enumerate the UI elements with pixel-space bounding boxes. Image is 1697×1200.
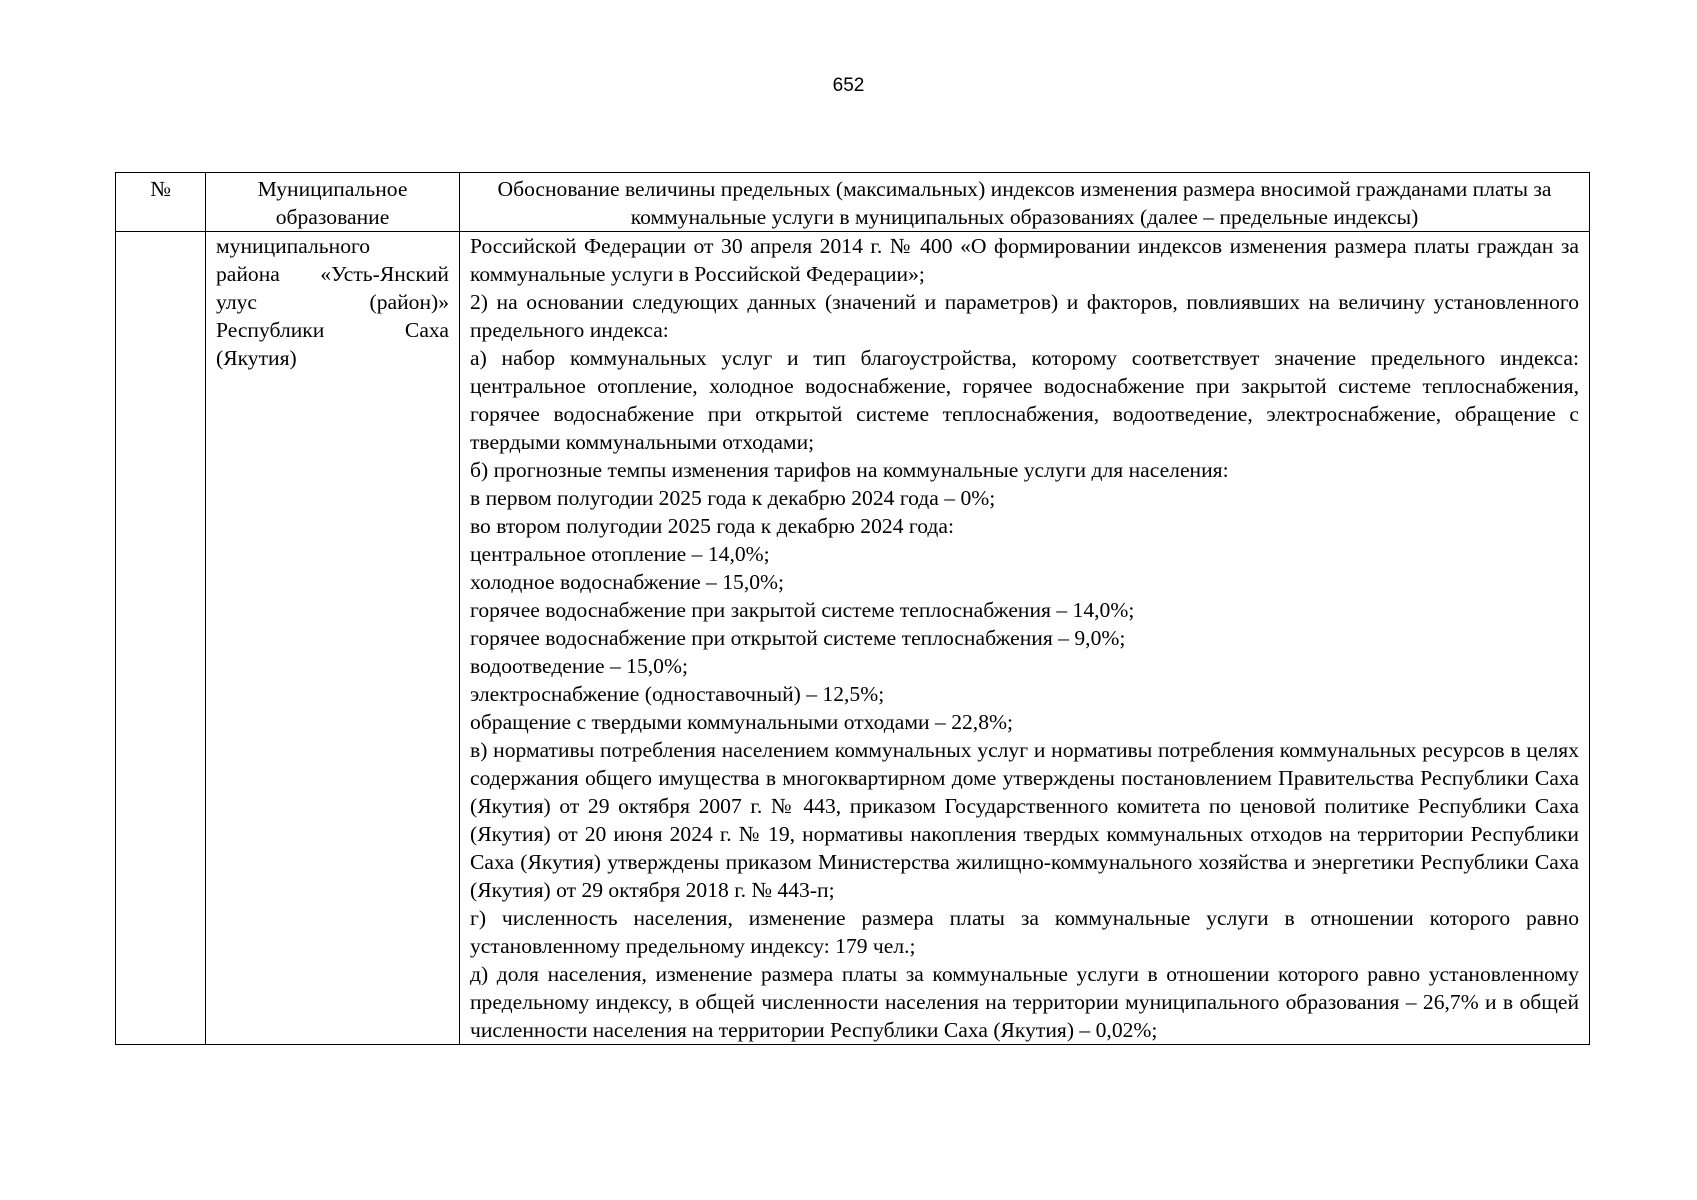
- rate-solid-waste: обращение с твердыми коммунальными отходами – 22,8%;: [470, 710, 1013, 734]
- rate-sewerage: водоотведение – 15,0%;: [470, 654, 688, 678]
- rate-cold-water: холодное водоснабжение – 15,0%;: [470, 570, 785, 594]
- municipality-line: района «Усть-Янский: [216, 262, 449, 286]
- rate-hot-water-closed: горячее водоснабжение при закрытой системе теплоснабжения – 14,0%;: [470, 598, 1135, 622]
- rate-electricity: электроснабжение (одноставочный) – 12,5%;: [470, 682, 885, 706]
- municipality-line: (Якутия): [216, 346, 297, 370]
- table-row: [116, 232, 1590, 1045]
- header-justification: Обоснование величины предельных (максимальных) индексов изменения размера вносимой гражданами платы за коммунальные услуги в муниципальных образованиях (далее – предельные индексы): [460, 173, 1590, 232]
- paragraph-federal-reference: Российской Федерации от 30 апреля 2014 г. № 400 «О формировании индексов изменения размера платы граждан за коммунальные услуги в Российской Федерации»;: [470, 234, 1579, 286]
- paragraph-item-v: в) нормативы потребления населением коммунальных услуг и нормативы потребления коммунальных ресурсов в целях содержания общего имущества в многоквартирном доме утверждены постановлением Правительства Республики Саха (Якутия) от 29 октября 2007 г. № 443, приказом Государственного комитета по ценовой политике Республики Саха (Якутия) от 20 июня 2024 г. № 19, нормативы накопления твердых коммунальных отходов на территории Республики Саха (Якутия) утверждены приказом Министерства жилищно-коммунального хозяйства и энергетики Республики Саха (Якутия) от 29 октября 2018 г. № 443-п;: [470, 738, 1579, 902]
- municipality-line: муниципального: [216, 234, 371, 258]
- header-number: №: [116, 173, 206, 232]
- rate-central-heating: центральное отопление – 14,0%;: [470, 542, 770, 566]
- justification-cell: [460, 232, 1590, 1045]
- paragraph-item-a: а) набор коммунальных услуг и тип благоустройства, которому соответствует значение предельного индекса: центральное отопление, холодное водоснабжение, горячее водоснабжение при закрытой системе теплоснабжения, горячее водоснабжение при открытой системе теплоснабжения, водоотведение, электроснабжение, обращение с твердыми коммунальными отходами;: [470, 346, 1579, 454]
- rate-hot-water-open: горячее водоснабжение при открытой системе теплоснабжения – 9,0%;: [470, 626, 1126, 650]
- paragraph-item-d: д) доля населения, изменение размера платы за коммунальные услуги в отношении которого равно установленному предельному индексу, в общей численности населения на территории муниципального образования – 26,7% и в общей численности населения на территории Республики Саха (Якутия) – 0,02%;: [470, 962, 1579, 1042]
- header-municipality: Муниципальное образование: [206, 173, 460, 232]
- paragraph-item-g: г) численность населения, изменение размера платы за коммунальные услуги в отношении которого равно установленному предельному индексу: 179 чел.;: [470, 906, 1579, 958]
- page-number: 652: [832, 75, 865, 96]
- municipality-line: Республики Саха: [216, 318, 449, 342]
- indices-table: [115, 172, 1590, 1045]
- table-header-row: [116, 173, 1590, 232]
- row-number-cell: [116, 232, 206, 1045]
- paragraph-item-2: 2) на основании следующих данных (значений и параметров) и факторов, повлиявших на величину установленного предельного индекса:: [470, 290, 1579, 342]
- municipality-cell: [206, 232, 460, 1045]
- municipality-line: улус (район)»: [216, 290, 449, 314]
- paragraph-item-b: б) прогнозные темпы изменения тарифов на коммунальные услуги для населения:: [470, 458, 1229, 482]
- paragraph-first-half: в первом полугодии 2025 года к декабрю 2024 года – 0%;: [470, 486, 996, 510]
- paragraph-second-half: во втором полугодии 2025 года к декабрю 2024 года:: [470, 514, 954, 538]
